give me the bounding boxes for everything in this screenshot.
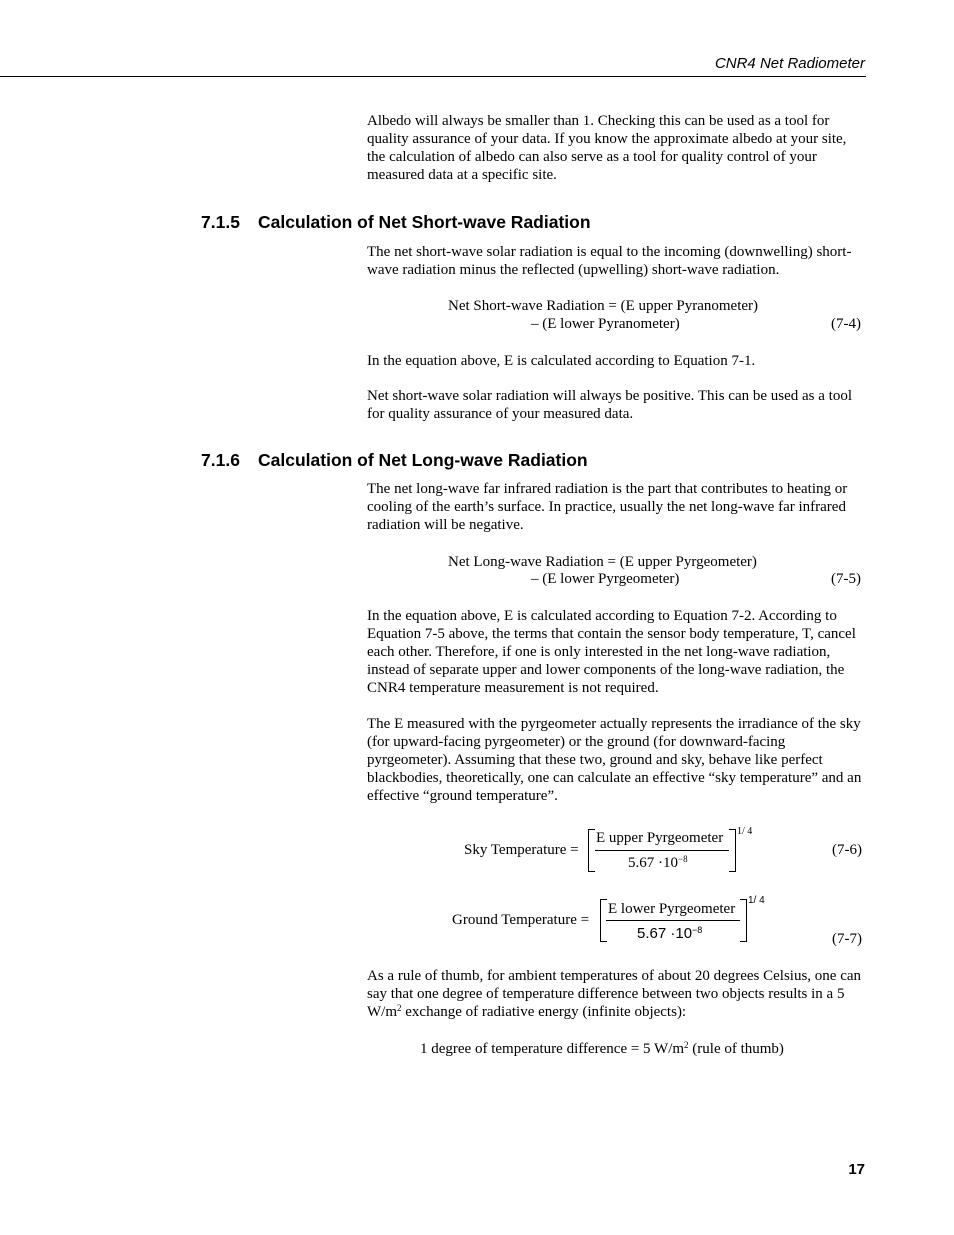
section-716-number: 7.1.6 — [201, 450, 240, 470]
sky-denominator-base: 5.67 ·10 — [628, 855, 678, 871]
sky-temperature-label: Sky Temperature = — [464, 842, 579, 858]
section-716-paragraph-3: The E measured with the pyrgeometer actually represents the irradiance of the sky (for upward-facing pyrgeometer) or the ground (for downward-facing pyrgeometer). Assuming that these two, ground and sky, behave like perfect blackbodies, theoretically, one can calculate an effective “sky temperature” and an effective “ground temperature”. — [367, 716, 862, 804]
ground-right-bracket — [740, 899, 747, 942]
section-715-number: 7.1.5 — [201, 212, 240, 232]
page-number: 17 — [848, 1161, 865, 1178]
section-716-heading — [201, 450, 588, 471]
equation-7-7-number: (7-7) — [832, 931, 862, 947]
paragraph-4-text-a: As a rule of thumb, for ambient temperatures of about 20 degrees Celsius, one can say that one degree of temperature difference between two objects results in a 5 W/m — [367, 968, 862, 1020]
section-715-title: Calculation of Net Short-wave Radiation — [258, 212, 591, 232]
equation-7-5-line-2: – (E lower Pyrgeometer) — [531, 571, 680, 587]
ground-temperature-label: Ground Temperature = — [452, 912, 590, 928]
paragraph-4-text-b: exchange of radiative energy (infinite objects): — [401, 1004, 687, 1020]
running-header-title: CNR4 Net Radiometer — [714, 55, 865, 72]
equation-7-6-number: (7-6) — [832, 842, 862, 858]
ground-exponent: 1/ 4 — [748, 895, 765, 906]
section-716-paragraph-4 — [367, 967, 867, 1021]
sky-exponent: 1/ 4 — [737, 826, 753, 837]
ground-denominator-exponent: −8 — [692, 925, 703, 935]
section-716-title: Calculation of Net Long-wave Radiation — [258, 450, 588, 470]
paragraph-4-superscript: 2 — [397, 1003, 402, 1013]
section-716-paragraph-1: The net long-wave far infrared radiation is the part that contributes to heating or cooling of the earth’s surface. In practice, usually the net long-wave far infrared radiation will be negative. — [367, 481, 848, 533]
section-715-paragraph-1: The net short-wave solar radiation is equal to the incoming (downwelling) short-wave radiation minus the reflected (upwelling) short-wave radiation. — [367, 244, 852, 278]
equation-7-4-line-2: – (E lower Pyranometer) — [531, 316, 680, 332]
sky-numerator: E upper Pyrgeometer — [596, 830, 724, 846]
rule-superscript: 2 — [684, 1040, 689, 1050]
section-715-heading — [201, 212, 591, 233]
sky-denominator — [628, 855, 688, 872]
equation-7-4-number: (7-4) — [831, 316, 861, 332]
ground-denominator — [637, 925, 702, 942]
sky-fraction-bar — [595, 850, 729, 851]
ground-numerator: E lower Pyrgeometer — [608, 901, 736, 917]
equation-7-4-line-1: Net Short-wave Radiation = (E upper Pyranometer) — [448, 298, 759, 314]
section-715-paragraph-3: Net short-wave solar radiation will always be positive. This can be used as a tool for quality assurance of your measured data. — [367, 388, 853, 422]
sky-denominator-exponent: −8 — [678, 854, 688, 864]
rule-text-a: 1 degree of temperature difference = 5 W/m — [420, 1041, 685, 1057]
equation-7-5-line-1: Net Long-wave Radiation = (E upper Pyrgeometer) — [448, 554, 757, 570]
rule-of-thumb-equation — [420, 1040, 784, 1058]
sky-left-bracket — [588, 829, 595, 872]
sky-right-bracket — [729, 829, 736, 872]
section-716-paragraph-2: In the equation above, E is calculated according to Equation 7-2. According to Equation 7-5 above, the terms that contain the sensor body temperature, T, cancel each other. Therefore, if one is only interested in the net long-wave radiation, instead of separate upper and lower components of the long-wave radiation, the CNR4 temperature measurement is not required. — [367, 608, 856, 696]
ground-fraction-bar — [606, 920, 740, 921]
section-715-paragraph-2: In the equation above, E is calculated according to Equation 7-1. — [367, 353, 756, 369]
rule-text-b: (rule of thumb) — [688, 1041, 784, 1057]
header-rule — [0, 76, 866, 77]
ground-denominator-base: 5.67 ·10 — [637, 925, 693, 942]
equation-7-5-number: (7-5) — [831, 571, 861, 587]
intro-paragraph: Albedo will always be smaller than 1. Checking this can be used as a tool for quality assurance of your data. If you know the approximate albedo at your site, the calculation of albedo can also serve as a tool for quality control of your measured data at a specific site. — [367, 113, 847, 183]
